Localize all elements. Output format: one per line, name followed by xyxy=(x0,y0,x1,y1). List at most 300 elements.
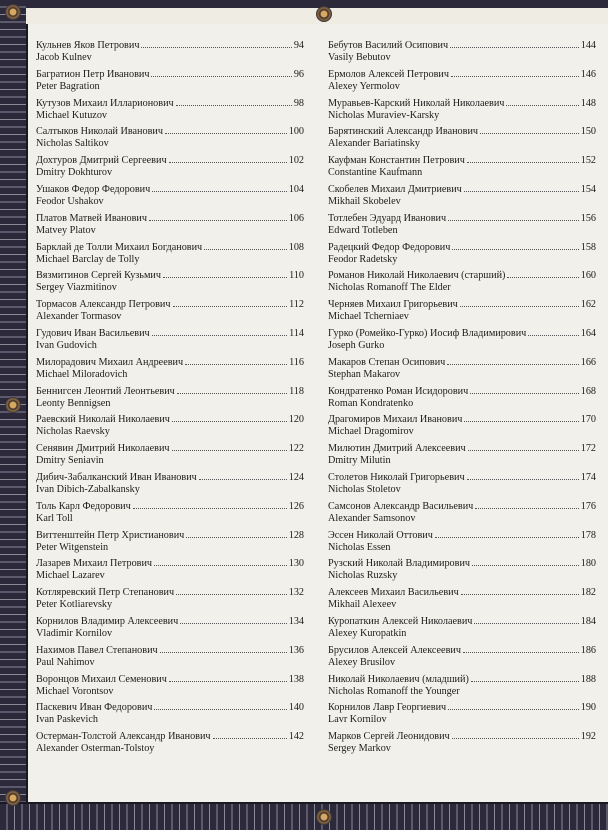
index-entry xyxy=(328,98,596,127)
russian-name: Милютин Дмитрий Алексеевич xyxy=(328,443,466,455)
russian-name: Романов Николай Николаевич (старший) xyxy=(328,270,506,282)
russian-name: Салтыков Николай Иванович xyxy=(36,126,163,138)
russian-name: Макаров Степан Осипович xyxy=(328,356,446,368)
index-entry xyxy=(36,184,304,213)
entry-russian-line xyxy=(328,69,596,81)
english-name: Michael Kutuzov xyxy=(36,109,108,121)
entry-russian-line xyxy=(328,386,596,398)
page-number: 126 xyxy=(288,500,304,512)
index-entry xyxy=(328,357,596,386)
english-name: Mikhail Skobelev xyxy=(328,195,401,207)
russian-name: Дохтуров Дмитрий Сергеевич xyxy=(36,155,167,167)
english-name: Alexander Osterman-Tolstoy xyxy=(36,743,155,755)
page-number: 180 xyxy=(580,558,596,570)
entry-russian-line xyxy=(36,616,304,628)
page-number: 134 xyxy=(288,615,304,627)
index-entry xyxy=(36,126,304,155)
index-entry xyxy=(328,213,596,242)
entry-russian-line xyxy=(36,299,304,311)
index-entry xyxy=(328,242,596,271)
entry-russian-line xyxy=(36,328,304,340)
page-number: 150 xyxy=(580,126,596,138)
dot-leader xyxy=(213,738,287,739)
russian-name: Раевский Николай Николаевич xyxy=(36,414,170,426)
index-entry xyxy=(36,98,304,127)
index-entry xyxy=(36,242,304,271)
russian-name: Драгомиров Михаил Иванович xyxy=(328,414,463,426)
russian-name: Беннигсен Леонтий Леонтьевич xyxy=(36,385,175,397)
page-number: 138 xyxy=(288,673,304,685)
index-entry xyxy=(36,213,304,242)
page-number: 168 xyxy=(580,385,596,397)
english-name: Sergey Viazmitinov xyxy=(36,282,117,294)
index-entry xyxy=(36,443,304,472)
index-entry xyxy=(328,40,596,69)
russian-name: Радецкий Федор Федорович xyxy=(328,241,451,253)
page-number: 162 xyxy=(580,299,596,311)
entry-russian-line xyxy=(328,155,596,167)
page-number: 124 xyxy=(288,471,304,483)
rosette-icon xyxy=(316,809,332,825)
dot-leader xyxy=(152,191,287,192)
entry-russian-line xyxy=(36,155,304,167)
english-name: Nicholas Romanoff the Younger xyxy=(328,685,460,697)
page-number: 104 xyxy=(288,183,304,195)
index-column-left xyxy=(36,40,304,760)
english-name: Edward Totleben xyxy=(328,224,398,236)
index-entry xyxy=(328,328,596,357)
page-number: 144 xyxy=(580,40,596,51)
dot-leader xyxy=(172,450,287,451)
dot-leader xyxy=(169,162,287,163)
english-name: Michael Lazarev xyxy=(36,570,105,582)
page-number: 160 xyxy=(580,270,596,282)
index-entry xyxy=(36,69,304,98)
index-entry xyxy=(328,184,596,213)
entry-russian-line xyxy=(36,501,304,513)
page-number: 100 xyxy=(288,126,304,138)
index-entry xyxy=(328,702,596,731)
english-name: Alexey Yermolov xyxy=(328,80,400,92)
index-entry xyxy=(328,155,596,184)
dot-leader xyxy=(169,681,287,682)
english-name: Peter Bagration xyxy=(36,80,100,92)
page-number: 158 xyxy=(580,241,596,253)
english-name: Vladimir Kornilov xyxy=(36,627,113,639)
entry-russian-line xyxy=(328,645,596,657)
page-number: 114 xyxy=(289,327,304,339)
index-entry xyxy=(328,587,596,616)
entry-russian-line xyxy=(328,731,596,743)
page-number: 136 xyxy=(288,644,304,656)
entry-russian-line xyxy=(36,213,304,225)
english-name: Dmitry Dokhturov xyxy=(36,167,113,179)
dot-leader xyxy=(475,508,578,509)
index-entry xyxy=(328,126,596,155)
page-number: 146 xyxy=(580,68,596,80)
russian-name: Тормасов Александр Петрович xyxy=(36,299,171,311)
english-name: Dmitry Seniavin xyxy=(36,455,104,467)
dot-leader xyxy=(163,277,287,278)
rosette-icon xyxy=(5,4,21,20)
index-entry xyxy=(328,530,596,559)
page-number: 118 xyxy=(289,385,304,397)
page-number: 120 xyxy=(288,414,304,426)
entry-russian-line xyxy=(36,558,304,570)
russian-name: Кульнев Яков Петрович xyxy=(36,40,140,51)
russian-name: Гурко (Ромейко-Гурко) Иосиф Владимирович xyxy=(328,327,527,339)
entry-russian-line xyxy=(36,126,304,138)
dot-leader xyxy=(204,249,287,250)
dot-leader xyxy=(186,537,286,538)
entry-russian-line xyxy=(328,616,596,628)
dot-leader xyxy=(185,364,287,365)
index-entry xyxy=(328,299,596,328)
russian-name: Гудович Иван Васильевич xyxy=(36,327,150,339)
dot-leader xyxy=(507,277,578,278)
english-name: Alexander Bariatinsky xyxy=(328,138,420,150)
page-number: 190 xyxy=(580,702,596,714)
dot-leader xyxy=(160,652,287,653)
english-name: Nicholas Ruzsky xyxy=(328,570,398,582)
index-entry xyxy=(36,328,304,357)
index-entry xyxy=(328,270,596,299)
english-name: Joseph Gurko xyxy=(328,339,385,351)
russian-name: Барятинский Александр Иванович xyxy=(328,126,479,138)
entry-russian-line xyxy=(328,443,596,455)
page-number: 110 xyxy=(289,270,304,282)
entry-russian-line xyxy=(36,357,304,369)
english-name: Stephan Makarov xyxy=(328,368,401,380)
index-entry xyxy=(36,501,304,530)
page-number: 132 xyxy=(288,587,304,599)
entry-russian-line xyxy=(328,414,596,426)
entry-russian-line xyxy=(36,414,304,426)
page-number: 108 xyxy=(288,241,304,253)
index-entry xyxy=(328,414,596,443)
dot-leader xyxy=(154,565,287,566)
entry-russian-line xyxy=(328,40,596,52)
russian-name: Толь Карл Федорович xyxy=(36,500,131,512)
index-entry xyxy=(36,587,304,616)
russian-name: Вязмитинов Сергей Кузьмич xyxy=(36,270,161,282)
index-entry xyxy=(328,69,596,98)
index-entry xyxy=(36,702,304,731)
page-number: 128 xyxy=(288,529,304,541)
entry-russian-line xyxy=(328,242,596,254)
dot-leader xyxy=(528,335,578,336)
english-name: Leonty Bennigsen xyxy=(36,397,111,409)
english-name: Vasily Bebutov xyxy=(328,52,391,63)
entry-russian-line xyxy=(36,270,304,282)
english-name: Peter Witgenstein xyxy=(36,541,109,553)
page-number: 148 xyxy=(580,97,596,109)
dot-leader xyxy=(464,191,579,192)
english-name: Karl Toll xyxy=(36,512,73,524)
english-name: Alexander Tormasov xyxy=(36,311,122,323)
dot-leader xyxy=(463,652,579,653)
english-name: Paul Nahimov xyxy=(36,656,95,668)
english-name: Matvey Platov xyxy=(36,224,96,236)
page-number: 188 xyxy=(580,673,596,685)
index-entry xyxy=(36,616,304,645)
index-entry xyxy=(36,299,304,328)
page-number: 192 xyxy=(580,731,596,743)
russian-name: Николай Николаевич (младший) xyxy=(328,673,469,685)
russian-name: Дибич-Забалканский Иван Иванович xyxy=(36,471,197,483)
dot-leader xyxy=(460,306,579,307)
rosette-icon xyxy=(5,790,21,806)
russian-name: Багратион Петр Иванович xyxy=(36,68,150,80)
russian-name: Кутузов Михаил Илларионович xyxy=(36,97,174,109)
english-name: Nicholas Stoletov xyxy=(328,483,401,495)
index-entry xyxy=(36,386,304,415)
entry-russian-line xyxy=(328,501,596,513)
entry-russian-line xyxy=(328,98,596,110)
entry-russian-line xyxy=(36,69,304,81)
russian-name: Остерман-Толстой Александр Иванович xyxy=(36,731,211,743)
russian-name: Столетов Николай Григорьевич xyxy=(328,471,465,483)
russian-name: Алексеев Михаил Васильевич xyxy=(328,587,459,599)
dot-leader xyxy=(176,594,287,595)
english-name: Ivan Dibich-Zabalkansky xyxy=(36,483,140,495)
english-name: Michael Dragomirov xyxy=(328,426,414,438)
russian-name: Кауфман Константин Петрович xyxy=(328,155,465,167)
entry-russian-line xyxy=(36,184,304,196)
entry-russian-line xyxy=(328,213,596,225)
dot-leader xyxy=(154,709,286,710)
page-number: 130 xyxy=(288,558,304,570)
english-name: Michael Miloradovich xyxy=(36,368,128,380)
page-number: 112 xyxy=(289,299,304,311)
russian-name: Эссен Николай Оттович xyxy=(328,529,433,541)
index-column-right xyxy=(328,40,596,760)
page-number: 94 xyxy=(293,40,304,51)
entry-russian-line xyxy=(328,184,596,196)
entry-russian-line xyxy=(328,472,596,484)
index-entry xyxy=(328,443,596,472)
entry-russian-line xyxy=(36,472,304,484)
russian-name: Воронцов Михаил Семенович xyxy=(36,673,167,685)
english-name: Nicholas Romanoff The Elder xyxy=(328,282,451,294)
index-entry xyxy=(328,616,596,645)
entry-russian-line xyxy=(36,40,304,52)
english-name: Lavr Kornilov xyxy=(328,714,387,726)
rosette-icon xyxy=(316,6,332,22)
dot-leader xyxy=(152,335,287,336)
russian-name: Милорадович Михаил Андреевич xyxy=(36,356,184,368)
dot-leader xyxy=(461,594,579,595)
dot-leader xyxy=(177,393,287,394)
index-entry xyxy=(328,674,596,703)
index-entry xyxy=(36,40,304,69)
index-content xyxy=(36,40,596,760)
russian-name: Ермолов Алексей Петрович xyxy=(328,68,449,80)
page-number: 140 xyxy=(288,702,304,714)
dot-leader xyxy=(470,393,578,394)
dot-leader xyxy=(506,105,578,106)
index-entry xyxy=(36,558,304,587)
english-name: Peter Kotliarevsky xyxy=(36,599,113,611)
english-name: Michael Barclay de Tolly xyxy=(36,253,140,265)
page-number: 116 xyxy=(289,356,304,368)
dot-leader xyxy=(467,479,579,480)
dot-leader xyxy=(480,133,579,134)
dot-leader xyxy=(165,133,287,134)
page-number: 152 xyxy=(580,155,596,167)
dot-leader xyxy=(172,421,287,422)
dot-leader xyxy=(472,565,579,566)
english-name: Constantine Kaufmann xyxy=(328,167,423,179)
dot-leader xyxy=(467,162,579,163)
dot-leader xyxy=(199,479,287,480)
entry-russian-line xyxy=(36,98,304,110)
index-entry xyxy=(328,501,596,530)
page-number: 156 xyxy=(580,212,596,224)
page-number: 96 xyxy=(293,68,304,80)
page-number: 176 xyxy=(580,500,596,512)
page-number: 98 xyxy=(293,97,304,109)
index-entry xyxy=(328,472,596,501)
russian-name: Куропаткин Алексей Николаевич xyxy=(328,615,473,627)
entry-russian-line xyxy=(36,587,304,599)
english-name: Feodor Radetsky xyxy=(328,253,398,265)
english-name: Alexander Samsonov xyxy=(328,512,416,524)
page-number: 164 xyxy=(580,327,596,339)
russian-name: Виттенштейн Петр Христианович xyxy=(36,529,185,541)
russian-name: Корнилов Лавр Георгиевич xyxy=(328,702,447,714)
page-number: 154 xyxy=(580,183,596,195)
english-name: Ivan Paskevich xyxy=(36,714,98,726)
index-entry xyxy=(36,357,304,386)
dot-leader xyxy=(448,709,579,710)
rosette-icon xyxy=(5,397,21,413)
index-entry xyxy=(36,731,304,760)
entry-russian-line xyxy=(36,702,304,714)
russian-name: Платов Матвей Иванович xyxy=(36,212,147,224)
english-name: Alexey Brusilov xyxy=(328,656,396,668)
russian-name: Паскевич Иван Федорович xyxy=(36,702,153,714)
entry-russian-line xyxy=(36,242,304,254)
russian-name: Брусилов Алексей Алексеевич xyxy=(328,644,461,656)
russian-name: Барклай де Толли Михаил Богданович xyxy=(36,241,203,253)
english-name: Nicholas Raevsky xyxy=(36,426,110,438)
entry-russian-line xyxy=(36,674,304,686)
dot-leader xyxy=(151,76,291,77)
index-entry xyxy=(36,472,304,501)
russian-name: Кондратенко Роман Исидорович xyxy=(328,385,469,397)
page-number: 178 xyxy=(580,529,596,541)
entry-russian-line xyxy=(36,443,304,455)
english-name: Feodor Ushakov xyxy=(36,195,104,207)
page-number: 122 xyxy=(288,443,304,455)
english-name: Ivan Gudovich xyxy=(36,339,97,351)
entry-russian-line xyxy=(36,645,304,657)
russian-name: Бебутов Василий Осипович xyxy=(328,40,449,51)
dot-leader xyxy=(452,738,579,739)
entry-russian-line xyxy=(36,386,304,398)
english-name: Sergey Markov xyxy=(328,743,391,755)
english-name: Mikhail Alexeev xyxy=(328,599,397,611)
index-entry xyxy=(36,645,304,674)
entry-russian-line xyxy=(328,328,596,340)
page-number: 170 xyxy=(580,414,596,426)
english-name: Nicholas Essen xyxy=(328,541,391,553)
page-number: 172 xyxy=(580,443,596,455)
dot-leader xyxy=(450,47,579,48)
dot-leader xyxy=(447,364,578,365)
dot-leader xyxy=(464,421,578,422)
russian-name: Марков Сергей Леонидович xyxy=(328,731,450,743)
english-name: Alexey Kuropatkin xyxy=(328,627,407,639)
entry-russian-line xyxy=(328,126,596,138)
index-entry xyxy=(36,270,304,299)
entry-russian-line xyxy=(328,558,596,570)
russian-name: Лазарев Михаил Петрович xyxy=(36,558,153,570)
russian-name: Корнилов Владимир Алексеевич xyxy=(36,615,179,627)
dot-leader xyxy=(451,76,579,77)
page-number: 184 xyxy=(580,615,596,627)
page-number: 174 xyxy=(580,471,596,483)
index-entry xyxy=(328,386,596,415)
english-name: Michael Tcherniaev xyxy=(328,311,409,323)
russian-name: Тотлебен Эдуард Иванович xyxy=(328,212,447,224)
index-entry xyxy=(328,558,596,587)
russian-name: Рузский Николай Владимирович xyxy=(328,558,471,570)
russian-name: Черняев Михаил Григорьевич xyxy=(328,299,458,311)
dot-leader xyxy=(173,306,288,307)
left-ornament-border xyxy=(0,0,28,830)
dot-leader xyxy=(435,537,579,538)
entry-russian-line xyxy=(328,299,596,311)
entry-russian-line xyxy=(328,587,596,599)
entry-russian-line xyxy=(36,731,304,743)
dot-leader xyxy=(468,450,579,451)
index-entry xyxy=(328,731,596,760)
dot-leader xyxy=(474,623,578,624)
dot-leader xyxy=(180,623,286,624)
english-name: Nicholas Saltikov xyxy=(36,138,109,150)
page-number: 142 xyxy=(288,731,304,743)
russian-name: Муравьев-Карский Николай Николаевич xyxy=(328,97,505,109)
index-entry xyxy=(36,530,304,559)
entry-russian-line xyxy=(328,530,596,542)
page-number: 182 xyxy=(580,587,596,599)
index-entry xyxy=(36,155,304,184)
english-name: Roman Kondratenko xyxy=(328,397,414,409)
page-number: 106 xyxy=(288,212,304,224)
page-number: 102 xyxy=(288,155,304,167)
russian-name: Нахимов Павел Степанович xyxy=(36,644,158,656)
index-entry xyxy=(328,645,596,674)
entry-russian-line xyxy=(328,674,596,686)
russian-name: Сенявин Дмитрий Николаевич xyxy=(36,443,170,455)
english-name: Dmitry Milutin xyxy=(328,455,391,467)
page-number: 166 xyxy=(580,356,596,368)
dot-leader xyxy=(133,508,287,509)
entry-russian-line xyxy=(328,357,596,369)
english-name: Nicholas Muraviev-Karsky xyxy=(328,109,440,121)
entry-russian-line xyxy=(328,702,596,714)
dot-leader xyxy=(471,681,579,682)
english-name: Michael Vorontsov xyxy=(36,685,114,697)
entry-russian-line xyxy=(328,270,596,282)
dot-leader xyxy=(448,220,579,221)
index-entry xyxy=(36,674,304,703)
russian-name: Ушаков Федор Федорович xyxy=(36,183,151,195)
dot-leader xyxy=(176,105,292,106)
dot-leader xyxy=(141,47,291,48)
